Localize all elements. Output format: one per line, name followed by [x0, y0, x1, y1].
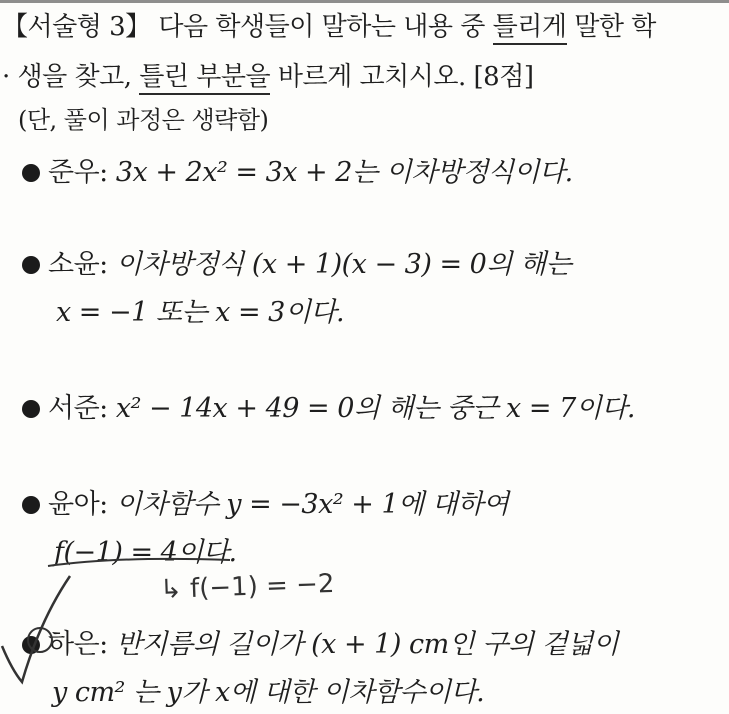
statement-text: 이차함수 y = −3x² + 1에 대하여: [115, 489, 509, 520]
header-text-end: 말한 학: [566, 12, 656, 42]
handwritten-underline: [48, 559, 230, 566]
student-name: 서준:: [48, 393, 108, 424]
question-note: (단, 풀이 과정은 생략함): [18, 106, 269, 134]
header-text: · 생을 찾고,: [2, 62, 140, 92]
underlined-phrase-wrong-part: 틀린 부분을: [139, 62, 270, 95]
header-text: 【서술형 3】 다음 학생들이 말하는 내용 중: [2, 12, 493, 42]
student-name: 준우:: [48, 157, 108, 188]
statement-haeun-cont: y cm² 는 y가 x에 대한 이차함수이다.: [52, 677, 485, 708]
underlined-word-incorrectly: 틀리게: [493, 12, 567, 45]
statement-yuna-cont: f(−1) = 4이다.: [54, 537, 237, 568]
student-name: 하은:: [48, 629, 108, 660]
statement-text: 이차방정식 (x + 1)(x − 3) = 0의 해는: [115, 249, 572, 280]
student-name: 소윤:: [48, 249, 108, 280]
statement-soyun-cont: x = −1 또는 x = 3이다.: [56, 297, 345, 328]
handwritten-correction: ↳ f(−1) = −2: [159, 568, 335, 606]
statement-text: 반지름의 길이가 (x + 1) cm인 구의 겉넓이: [115, 629, 619, 660]
header-text-end: 바르게 고치시오. [8점]: [270, 62, 534, 92]
statement-text: 3x + 2x² = 3x + 2는 이차방정식이다.: [115, 157, 573, 188]
student-name: 윤아:: [48, 489, 108, 520]
statement-text: x² − 14x + 49 = 0의 해는 중근 x = 7이다.: [115, 393, 635, 424]
